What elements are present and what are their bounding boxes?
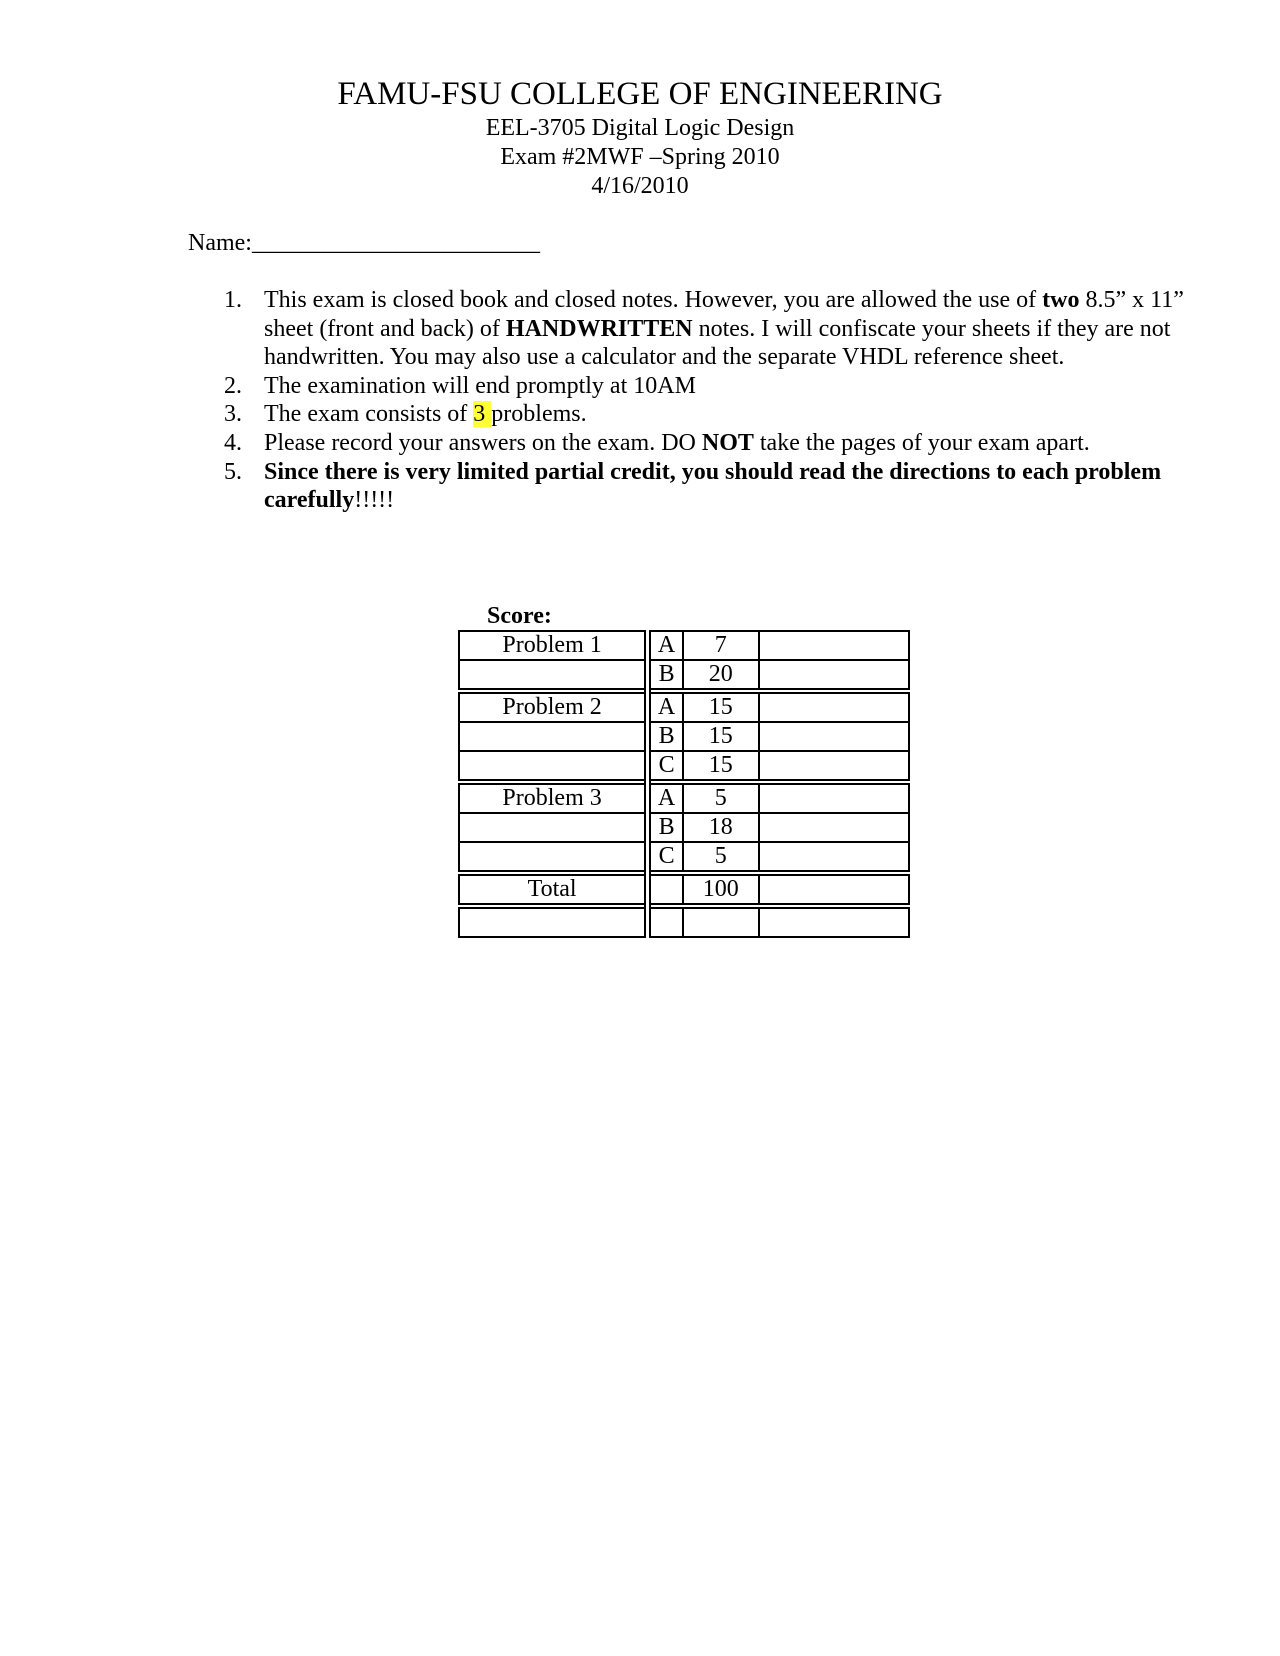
part-cell <box>648 906 683 937</box>
score-row <box>459 660 909 691</box>
score-cell[interactable] <box>759 813 909 842</box>
points-cell <box>683 906 759 937</box>
instruction-text: 8.5” x 11” sheet (front and back) of <box>264 287 1184 342</box>
total-row <box>459 873 909 906</box>
points-cell: 100 <box>683 873 759 906</box>
instructions-list <box>220 286 1190 515</box>
instruction-emphasis: two <box>1042 287 1080 313</box>
points-cell: 15 <box>683 722 759 751</box>
score-cell[interactable] <box>759 751 909 782</box>
instruction-emphasis: Since there is very limited partial credit, you should read the directions to each problem carefully <box>264 458 1162 514</box>
problem-cell: Problem 3 <box>459 782 648 813</box>
score-cell[interactable] <box>759 906 909 937</box>
score-row <box>459 842 909 873</box>
score-cell[interactable] <box>759 631 909 660</box>
score-cell[interactable] <box>759 660 909 691</box>
score-row <box>459 906 909 937</box>
score-row <box>459 631 909 660</box>
score-row <box>459 751 909 782</box>
points-cell: 7 <box>683 631 759 660</box>
instruction-emphasis: HANDWRITTEN <box>505 315 693 342</box>
part-cell: B <box>648 813 683 842</box>
instruction-number: 1. <box>224 287 242 313</box>
instruction-text: Please record your answers on the exam. DO <box>264 429 702 456</box>
part-cell: A <box>648 782 683 813</box>
part-cell: A <box>648 631 683 660</box>
instruction-item <box>220 458 1190 515</box>
points-cell: 20 <box>683 660 759 691</box>
score-cell[interactable] <box>759 782 909 813</box>
problem-cell <box>459 906 648 937</box>
instruction-text: The exam consists of <box>264 401 474 428</box>
part-cell: B <box>648 660 683 691</box>
instruction-text: !!!!! <box>354 487 395 514</box>
score-cell[interactable] <box>759 873 909 906</box>
points-cell: 15 <box>683 751 759 782</box>
instruction-text: The examination will end promptly at 10AM <box>264 372 696 399</box>
score-cell[interactable] <box>759 691 909 722</box>
part-cell <box>648 873 683 906</box>
instruction-item <box>220 429 1190 458</box>
score-label: Score: <box>487 603 552 629</box>
part-cell: A <box>648 691 683 722</box>
points-cell: 5 <box>683 842 759 873</box>
problem-cell <box>459 660 648 691</box>
instruction-number: 3. <box>224 401 242 428</box>
part-cell: C <box>648 842 683 873</box>
instruction-number: 5. <box>224 458 242 485</box>
points-cell: 5 <box>683 782 759 813</box>
score-row <box>459 722 909 751</box>
score-row <box>459 691 909 722</box>
problem-cell: Total <box>459 873 648 906</box>
part-cell: B <box>648 722 683 751</box>
instruction-item <box>220 400 1190 429</box>
instruction-text: take the pages of your exam apart. <box>753 429 1090 456</box>
points-cell: 18 <box>683 813 759 842</box>
exam-title: Exam #2MWF –Spring 2010 <box>500 144 780 170</box>
instruction-text: This exam is closed book and closed notes. However, you are allowed the use of <box>264 287 1043 313</box>
problem-cell <box>459 842 648 873</box>
instruction-item <box>220 286 1190 372</box>
course-title: EEL-3705 Digital Logic Design <box>485 115 795 141</box>
score-row <box>459 813 909 842</box>
score-cell[interactable] <box>759 842 909 873</box>
instruction-text: notes. I will confiscate your sheets if they are not handwritten. You may also use a calculator and the separate VHDL reference sheet. <box>264 315 1171 371</box>
college-title: FAMU-FSU COLLEGE OF ENGINEERING <box>337 76 943 112</box>
name-field: Name:________________________ <box>188 230 540 256</box>
problem-cell <box>459 751 648 782</box>
exam-date: 4/16/2010 <box>591 173 689 199</box>
problem-cell: Problem 2 <box>459 691 648 722</box>
instruction-item <box>220 372 1190 401</box>
part-cell: C <box>648 751 683 782</box>
score-cell[interactable] <box>759 722 909 751</box>
instruction-emphasis: NOT <box>701 429 754 456</box>
problem-cell <box>459 813 648 842</box>
problem-cell: Problem 1 <box>459 631 648 660</box>
highlighted-count: 3 <box>473 401 492 428</box>
problem-cell <box>459 722 648 751</box>
instruction-number: 4. <box>224 429 242 456</box>
points-cell: 15 <box>683 691 759 722</box>
instruction-text: problems. <box>491 401 587 428</box>
instruction-number: 2. <box>224 372 242 399</box>
score-row <box>459 782 909 813</box>
score-table <box>458 630 910 938</box>
